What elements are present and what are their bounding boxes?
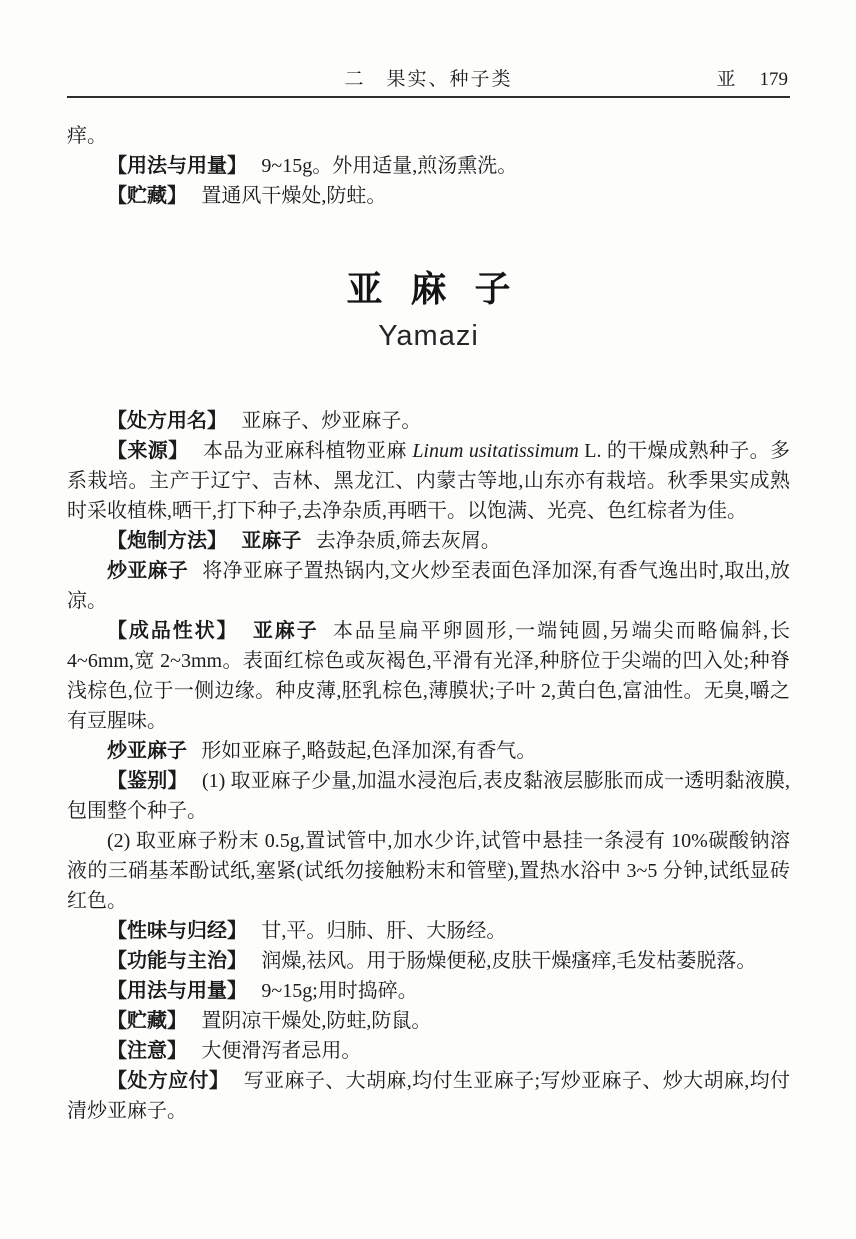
text-run: (2) 取亚麻子粉末 0.5g,置试管中,加水少许,试管中悬挂一条浸有 10%碳酸钠溶液的三硝基苯酚试纸,塞紧(试纸勿接触粉末和管壁),置热水浴中 3~5 分钟,试纸显砖红色。: [67, 830, 790, 912]
paragraph: [67, 976, 790, 1006]
monograph-body: [67, 406, 790, 1126]
text-run: 去净杂质,筛去灰屑。: [315, 530, 501, 552]
paragraph: [67, 1036, 790, 1066]
paragraph: [67, 826, 790, 916]
page-info: [716, 64, 788, 91]
section-label: 【鉴别】: [107, 770, 188, 792]
section-label: 【成品性状】: [107, 620, 239, 642]
text-run: L. 的干燥成熟种子。多系栽培。主产于辽宁、吉林、黑龙江、内蒙古等地,山东亦有栽培。秋季果实成熟时采收植株,晒干,打下种子,去净杂质,再晒干。以饱满、光亮、色红棕者为佳。: [67, 440, 791, 522]
sub-term: 炒亚麻子: [107, 560, 188, 582]
section-label: 【性味与归经】: [107, 920, 247, 942]
section-label: 【来源】: [107, 440, 189, 462]
section-label: 【炮制方法】: [107, 530, 227, 552]
paragraph: [67, 556, 790, 616]
section-label: 【处方用名】: [107, 410, 227, 432]
text-run: 写亚麻子、大胡麻,均付生亚麻子;写炒亚麻子、炒大胡麻,均付清炒亚麻子。: [67, 1070, 791, 1122]
drug-title-pinyin: Yamazi: [378, 320, 479, 352]
chapter-heading: 二 果实、种子类: [344, 69, 513, 90]
paragraph: [67, 436, 790, 526]
section-label: 【功能与主治】: [107, 950, 247, 972]
text-run: 形如亚麻子,略鼓起,色泽加深,有香气。: [201, 740, 537, 762]
section-label: 【用法与用量】: [107, 980, 247, 1002]
text-run: 润燥,祛风。用于肠燥便秘,皮肤干燥瘙痒,毛发枯萎脱落。: [261, 950, 757, 972]
text-run: Linum usitatissimum: [412, 440, 579, 462]
text-run: 甘,平。归肺、肝、大肠经。: [261, 920, 507, 942]
paragraph: [67, 406, 790, 436]
sub-term: 亚麻子: [252, 620, 319, 642]
text-run: 9~15g;用时捣碎。: [261, 980, 418, 1002]
paragraph: [67, 946, 790, 976]
paragraph: [67, 1006, 790, 1036]
sub-term: 亚麻子: [241, 530, 302, 552]
text-run: 本品呈扁平卵圆形,一端钝圆,另端尖而略偏斜,长 4~6mm,宽 2~3mm。表面红棕色或灰褐色,平滑有光泽,种脐位于尖端的凹入处;种脊浅棕色,位于一侧边缘。种皮薄,胚乳棕色,薄膜状;子叶 2,黄白色,富油性。无臭,嚼之有豆腥味。: [67, 620, 791, 732]
paragraph: [67, 1066, 790, 1126]
text-run: 将净亚麻子置热锅内,文火炒至表面色泽加深,有香气逸出时,取出,放凉。: [67, 560, 791, 612]
text-run: 痒。: [67, 125, 107, 147]
paragraph: [67, 121, 790, 151]
text-run: 9~15g。外用适量,煎汤熏洗。: [261, 155, 518, 177]
page-content: [67, 99, 790, 1126]
section-label: 【用法与用量】: [107, 155, 247, 177]
page-header: [67, 64, 790, 98]
paragraph: [67, 736, 790, 766]
section-label: 【注意】: [107, 1040, 187, 1062]
sub-term: 炒亚麻子: [107, 740, 187, 762]
paragraph: [67, 766, 790, 826]
paragraph: [67, 151, 790, 181]
text-run: 亚麻子、炒亚麻子。: [241, 410, 422, 432]
paragraph: [67, 916, 790, 946]
paragraph: [67, 181, 790, 211]
page-number: 179: [759, 69, 788, 90]
section-label: 【贮藏】: [107, 1010, 187, 1032]
carryover-text: [67, 121, 790, 211]
paragraph: [67, 526, 790, 556]
text-run: 大便滑泻者忌用。: [201, 1040, 362, 1062]
text-run: 置阴凉干燥处,防蛀,防鼠。: [201, 1010, 432, 1032]
index-char: 亚: [716, 69, 736, 90]
drug-title-chinese: 亚麻子: [346, 269, 539, 309]
paragraph: [67, 616, 790, 736]
text-run: 本品为亚麻科植物亚麻: [202, 440, 413, 462]
section-label: 【贮藏】: [107, 185, 187, 207]
section-label: 【处方应付】: [107, 1070, 230, 1092]
monograph-title-block: [67, 267, 790, 354]
text-run: (1) 取亚麻子少量,加温水浸泡后,表皮黏液层膨胀而成一透明黏液膜,包围整个种子。: [67, 770, 790, 822]
text-run: 置通风干燥处,防蛀。: [201, 185, 387, 207]
